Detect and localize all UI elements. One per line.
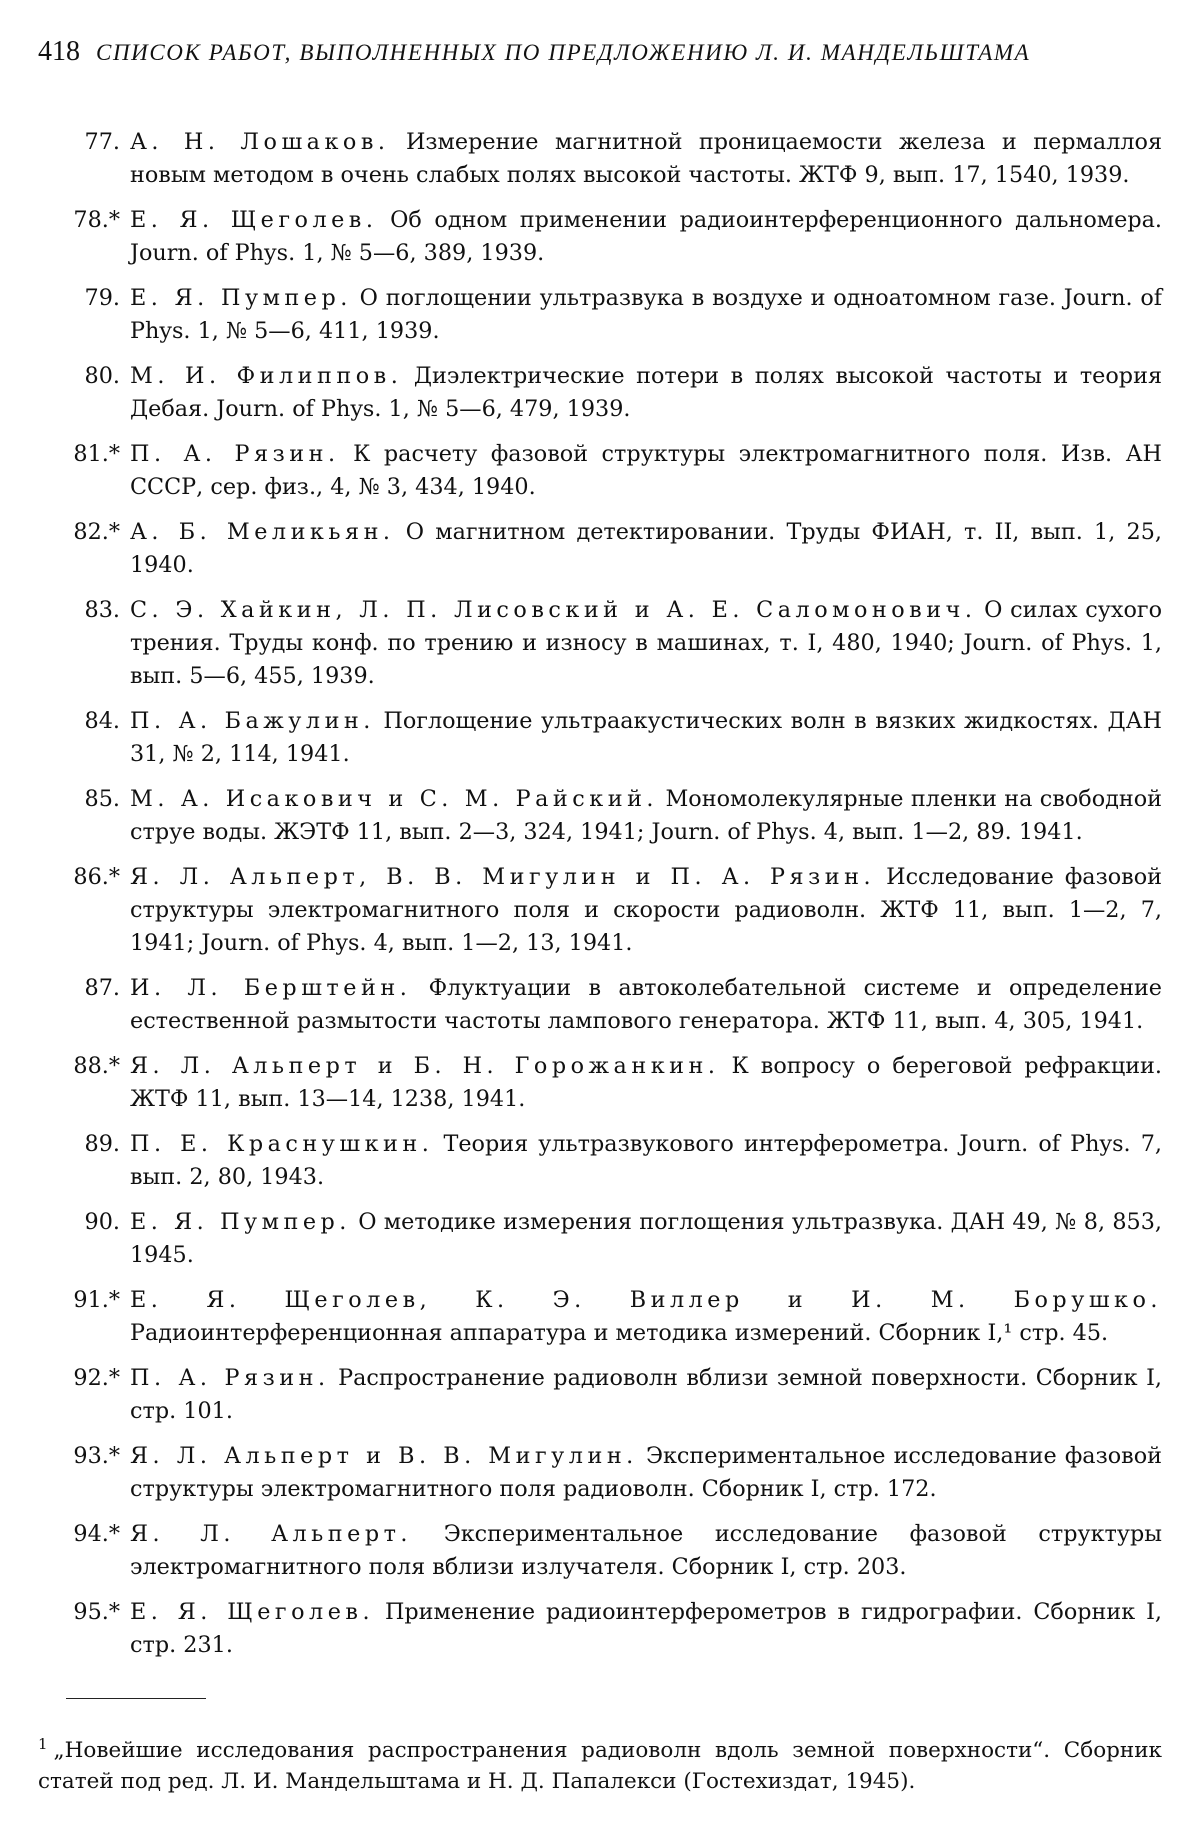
entry-authors: Я. Л. Альперт, В. В. Мигулин и П. А. Рязин.: [130, 864, 876, 890]
footnote-text: „Новейшие исследования распространения радиоволн вдоль земной поверхности“. Сборник статей под ред. Л. И. Мандельштама и Н. Д. Папалекси (Гостехиздат, 1945).: [38, 1738, 1162, 1795]
entry-authors: Е. Я. Щеголев, К. Э. Виллер и И. М. Борушко.: [130, 1287, 1162, 1313]
entry-text: Флуктуации в автоколебательной системе и определение естественной размытости частоты лампового генератора. ЖТФ 11, вып. 4, 305, 1941.: [130, 975, 1163, 1034]
entry-authors: П. А. Рязин.: [130, 1365, 330, 1391]
entry-text: Измерение магнитной проницаемости железа и пермаллоя новым методом в очень слабых полях высокой частоты. ЖТФ 9, вып. 17, 1540, 1939.: [130, 129, 1163, 188]
entry-number: 91.*: [73, 1287, 120, 1313]
entry-body: [130, 438, 1162, 504]
bibliography-entry: [38, 1284, 1162, 1350]
entry-body: [130, 516, 1162, 582]
entry-text: О магнитном детектировании. Труды ФИАН, т. II, вып. 1, 25, 1940.: [130, 519, 1162, 578]
bibliography-entry: [38, 204, 1162, 270]
entry-text: Теория ультразвукового интерферометра. Journ. of Phys. 7, вып. 2, 80, 1943.: [130, 1131, 1163, 1190]
entry-authors: П. А. Рязин.: [130, 441, 340, 467]
entry-number: 85.: [84, 786, 120, 812]
bibliography-entry: [38, 1596, 1162, 1662]
running-title: СПИСОК РАБОТ, ВЫПОЛНЕННЫХ ПО ПРЕДЛОЖЕНИЮ Л. И. МАНДЕЛЬШТАМА: [96, 40, 1031, 65]
entry-number: 83.: [84, 597, 120, 623]
page-header: [38, 36, 1162, 68]
entry-authors: Я. Л. Альперт и В. В. Мигулин.: [130, 1443, 638, 1469]
entry-number: 87.: [84, 975, 120, 1001]
entry-body: [130, 1518, 1162, 1584]
entry-body: [130, 705, 1162, 771]
entry-body: [130, 126, 1162, 192]
entry-body: [130, 861, 1162, 960]
entry-authors: А. Б. Меликьян.: [130, 519, 395, 545]
entry-body: [130, 783, 1162, 849]
entry-body: [130, 360, 1162, 426]
entry-body: [130, 1362, 1162, 1428]
entry-number: 92.*: [73, 1365, 120, 1391]
entry-body: [130, 282, 1162, 348]
bibliography-list: [38, 126, 1162, 1662]
entry-text: Мономолекулярные пленки на свободной струе воды. ЖЭТФ 11, вып. 2—3, 324, 1941; Journ. of Phys. 4, вып. 1—2, 89. 1941.: [130, 786, 1162, 845]
bibliography-entry: [38, 126, 1162, 192]
entry-text: Об одном применении радиоинтерференционного дальномера. Journ. of Phys. 1, № 5—6, 389, 1939.: [130, 207, 1162, 266]
entry-number: 78.*: [73, 207, 120, 233]
entry-number: 93.*: [73, 1443, 120, 1469]
entry-authors: М. И. Филиппов.: [130, 363, 403, 389]
entry-body: [130, 1206, 1162, 1272]
entry-number: 89.: [84, 1131, 120, 1157]
bibliography-entry: [38, 972, 1162, 1038]
entry-number: 95.*: [73, 1599, 120, 1625]
bibliography-entry: [38, 438, 1162, 504]
entry-number: 84.: [84, 708, 120, 734]
entry-authors: П. А. Бажулин.: [130, 708, 375, 734]
entry-text: О силах сухого трения. Труды конф. по трению и износу в машинах, т. I, 480, 1940; Journ. of Phys. 1, вып. 5—6, 455, 1939.: [130, 597, 1163, 689]
entry-authors: М. А. Исакович и С. М. Райский.: [130, 786, 659, 812]
entry-text: Применение радиоинтерферометров в гидрографии. Сборник I, стр. 231.: [130, 1599, 1162, 1658]
entry-number: 94.*: [73, 1521, 120, 1547]
entry-number: 90.: [84, 1209, 120, 1235]
entry-number: 82.*: [73, 519, 120, 545]
entry-number: 86.*: [73, 864, 120, 890]
entry-body: [130, 1284, 1162, 1350]
entry-text: Радиоинтерференционная аппаратура и методика измерений. Сборник I,¹ стр. 45.: [130, 1320, 1109, 1346]
entry-body: [130, 1128, 1162, 1194]
entry-number: 80.: [84, 363, 120, 389]
entry-body: [130, 1050, 1162, 1116]
document-page: [38, 36, 1162, 1797]
entry-body: [130, 972, 1162, 1038]
entry-text: К расчету фазовой структуры электромагнитного поля. Изв. АН СССР, сер. физ., 4, № 3, 434, 1940.: [130, 441, 1162, 500]
entry-body: [130, 594, 1162, 693]
bibliography-entry: [38, 1362, 1162, 1428]
entry-text: Диэлектрические потери в полях высокой частоты и теория Дебая. Journ. of Phys. 1, № 5—6, 479, 1939.: [130, 363, 1163, 422]
entry-number: 79.: [84, 285, 120, 311]
entry-text: Экспериментальное исследование фазовой структуры электромагнитного поля радиоволн. Сборник I, стр. 172.: [130, 1443, 1162, 1502]
entry-authors: Е. Я. Пумпер.: [130, 1209, 351, 1235]
footnote-divider: [66, 1698, 206, 1699]
bibliography-entry: [38, 1440, 1162, 1506]
entry-body: [130, 1440, 1162, 1506]
entry-body: [130, 1596, 1162, 1662]
entry-text: К вопросу о береговой рефракции. ЖТФ 11, вып. 13—14, 1238, 1941.: [130, 1053, 1163, 1112]
bibliography-entry: [38, 516, 1162, 582]
entry-authors: П. Е. Краснушкин.: [130, 1131, 434, 1157]
entry-text: О методике измерения поглощения ультразвука. ДАН 49, № 8, 853, 1945.: [130, 1209, 1162, 1268]
entry-number: 88.*: [73, 1053, 120, 1079]
bibliography-entry: [38, 360, 1162, 426]
bibliography-entry: [38, 783, 1162, 849]
entry-authors: С. Э. Хайкин, Л. П. Лисовский и А. Е. Саломонович.: [130, 597, 977, 623]
entry-text: Распространение радиоволн вблизи земной поверхности. Сборник I, стр. 101.: [130, 1365, 1162, 1424]
entry-authors: Е. Я. Щеголев.: [130, 1599, 375, 1625]
footnote: [38, 1729, 1162, 1797]
bibliography-entry: [38, 594, 1162, 693]
entry-text: Поглощение ультраакустических волн в вязких жидкостях. ДАН 31, № 2, 114, 1941.: [130, 708, 1162, 767]
entry-number: 77.: [84, 129, 120, 155]
bibliography-entry: [38, 282, 1162, 348]
entry-body: [130, 204, 1162, 270]
bibliography-entry: [38, 1518, 1162, 1584]
footnote-mark: 1: [38, 1735, 48, 1753]
bibliography-entry: [38, 1206, 1162, 1272]
entry-text: О поглощении ультразвука в воздухе и одноатомном газе. Journ. of Phys. 1, № 5—6, 411, 1939.: [130, 285, 1162, 344]
entry-authors: Я. Л. Альперт.: [130, 1521, 413, 1547]
entry-authors: Е. Я. Пумпер.: [130, 285, 352, 311]
entry-authors: Е. Я. Щеголев.: [130, 207, 378, 233]
bibliography-entry: [38, 1050, 1162, 1116]
entry-authors: Я. Л. Альперт и Б. Н. Горожанкин.: [130, 1053, 720, 1079]
bibliography-entry: [38, 861, 1162, 960]
entry-number: 81.*: [73, 441, 120, 467]
entry-authors: И. Л. Берштейн.: [130, 975, 412, 1001]
entry-authors: А. Н. Лошаков.: [130, 129, 390, 155]
entry-text: Экспериментальное исследование фазовой структуры электромагнитного поля вблизи излучателя. Сборник I, стр. 203.: [130, 1521, 1163, 1580]
bibliography-entry: [38, 1128, 1162, 1194]
entry-text: Исследование фазовой структуры электромагнитного поля и скорости радиоволн. ЖТФ 11, вып. 1—2, 7, 1941; Journ. of Phys. 4, вып. 1—2, 13, 1941.: [130, 864, 1163, 956]
bibliography-entry: [38, 705, 1162, 771]
page-number: 418: [38, 36, 80, 67]
